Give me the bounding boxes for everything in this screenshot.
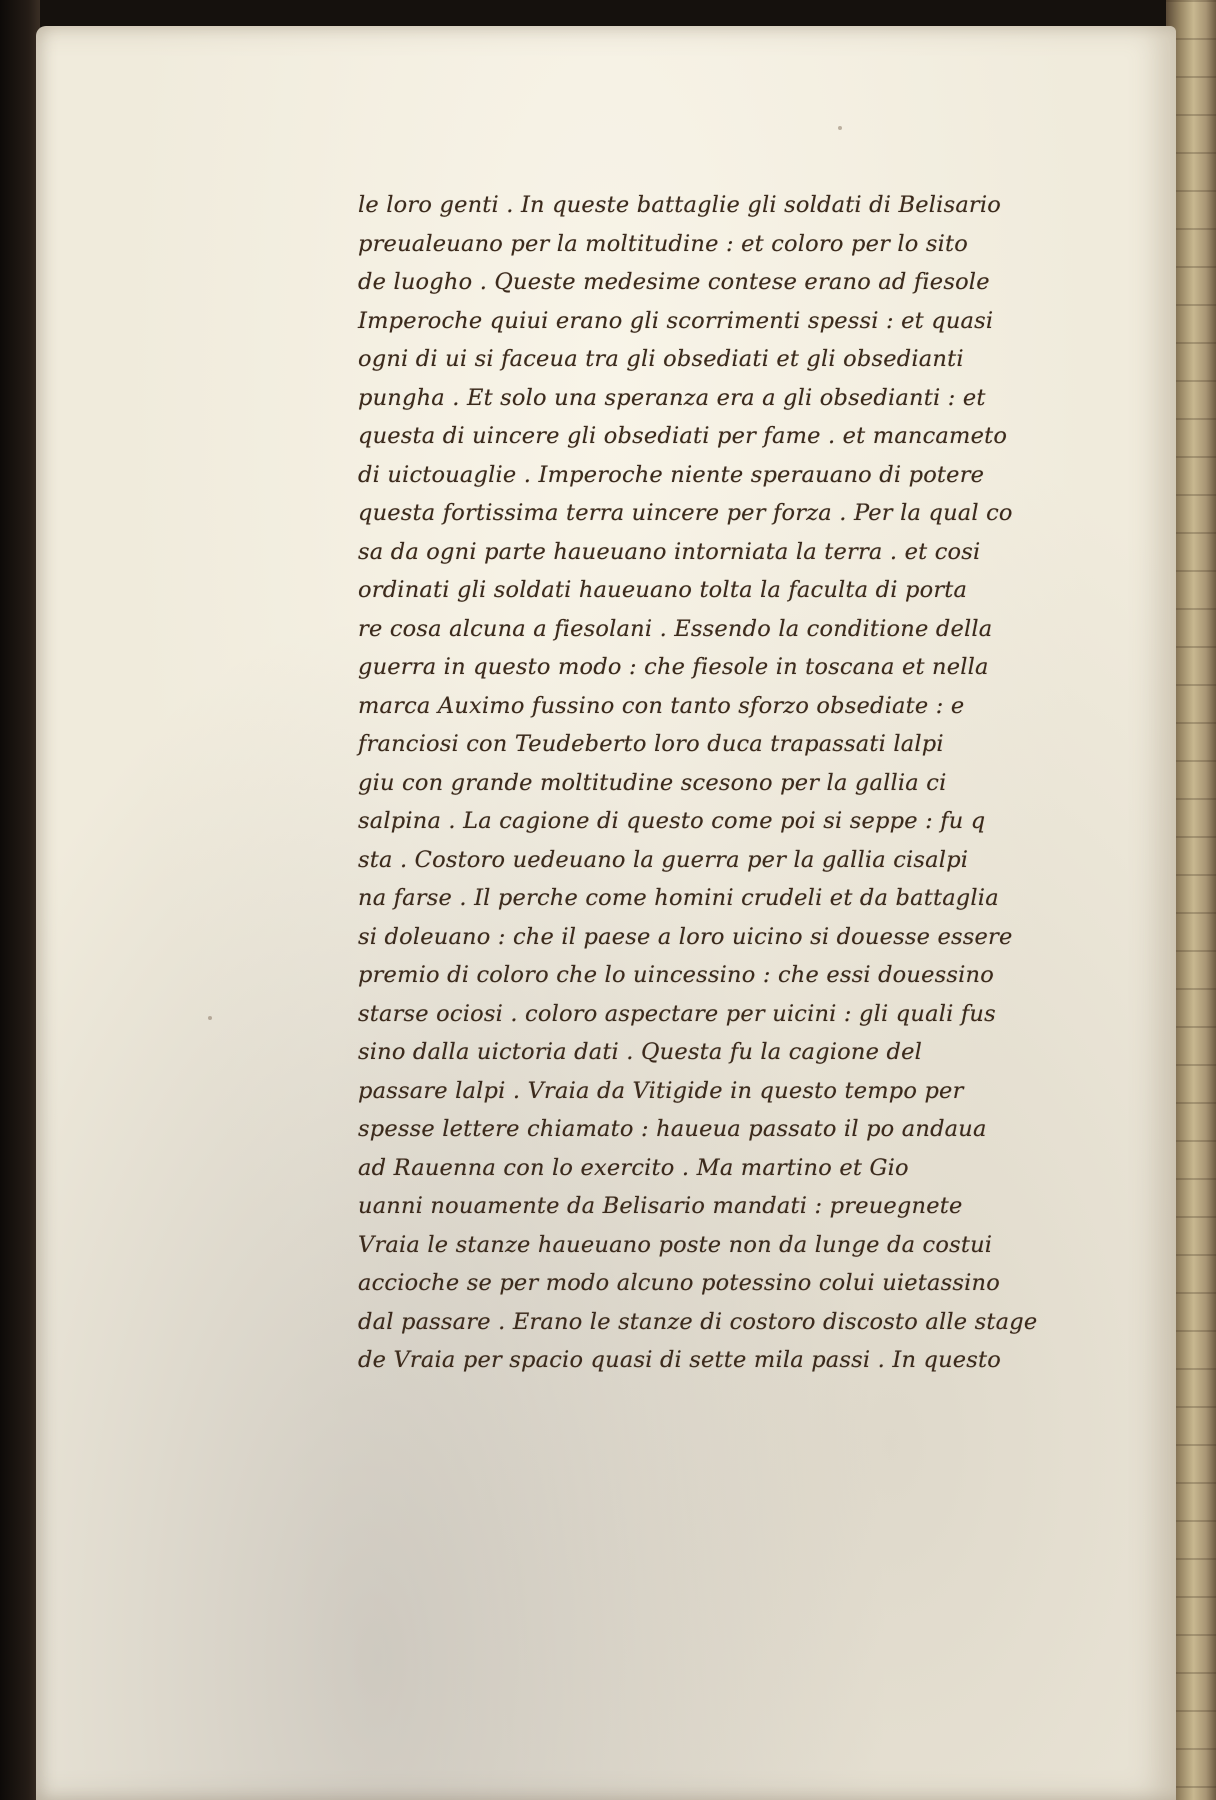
text-line: pungha . Et solo una speranza era a gli obsedianti : et — [358, 384, 986, 411]
text-line: le loro genti . In queste battaglie gli soldati di Belisario — [358, 192, 1002, 218]
text-line: ad Rauenna con lo exercito . Ma martino et Gio — [358, 1154, 909, 1181]
binding-edge — [0, 0, 40, 1800]
text-line: questa fortissima terra uincere per forza . Per la qual co — [358, 500, 1013, 526]
text-line: sa da ogni parte haueuano intorniata la terra . et cosi — [358, 538, 981, 565]
text-line: guerra in questo modo : che fiesole in toscana et nella — [358, 654, 989, 680]
text-line: spesse lettere chiamato : haueua passato il po andaua — [358, 1116, 987, 1142]
text-line: ordinati gli soldati haueuano tolta la faculta di porta — [358, 577, 968, 603]
text-line: Imperoche quiui erano gli scorrimenti spessi : et quasi — [358, 307, 994, 334]
text-line: di uictouaglie . Imperoche niente sperauano di potere — [358, 461, 985, 488]
text-line: salpina . La cagione di questo come poi si seppe : fu q — [358, 808, 986, 834]
text-line: Vraia le stanze haueuano poste non da lunge da costui — [358, 1231, 993, 1258]
text-line: franciosi con Teudeberto loro duca trapassati lalpi — [358, 731, 944, 757]
text-line: giu con grande moltitudine scesono per la gallia ci — [358, 769, 947, 796]
text-line: de Vraia per spacio quasi di sette mila passi . In questo — [358, 1347, 1002, 1373]
text-line: re cosa alcuna a fiesolani . Essendo la conditione della — [358, 615, 993, 642]
ink-speck — [208, 1016, 212, 1020]
text-line: questa di uincere gli obsediati per fame . et mancameto — [358, 423, 1008, 449]
text-line: dal passare . Erano le stanze di costoro discosto alle stage — [358, 1308, 1038, 1335]
text-line: de luogho . Queste medesime contese erano ad fiesole — [358, 269, 990, 295]
manuscript-page — [36, 26, 1176, 1800]
text-line: marca Auximo fussino con tanto sforzo obsediate : e — [358, 692, 965, 719]
text-line: accioche se per modo alcuno potessino colui uietassino — [358, 1270, 1000, 1296]
handwritten-text-block — [358, 186, 1158, 1380]
text-line: na farse . Il perche come homini crudeli et da battaglia — [358, 885, 999, 911]
ink-speck — [838, 126, 842, 130]
text-line: uanni nouamente da Belisario mandati : preuegnete — [358, 1193, 963, 1219]
text-line: premio di coloro che lo uincessino : che essi douessino — [358, 962, 994, 988]
text-line: preualeuano per la moltitudine : et coloro per lo sito — [358, 230, 969, 257]
text-line: si doleuano : che il paese a loro uicino si douesse essere — [358, 923, 1013, 950]
text-line: starse ociosi . coloro aspectare per uicini : gli quali fus — [358, 1000, 996, 1027]
text-line: sta . Costoro uedeuano la guerra per la gallia cisalpi — [358, 846, 969, 873]
text-line: passare lalpi . Vraia da Vitigide in questo tempo per — [358, 1077, 964, 1104]
text-line: ogni di ui si faceua tra gli obsediati et gli obsedianti — [358, 346, 964, 372]
text-line: sino dalla uictoria dati . Questa fu la cagione del — [358, 1039, 922, 1065]
